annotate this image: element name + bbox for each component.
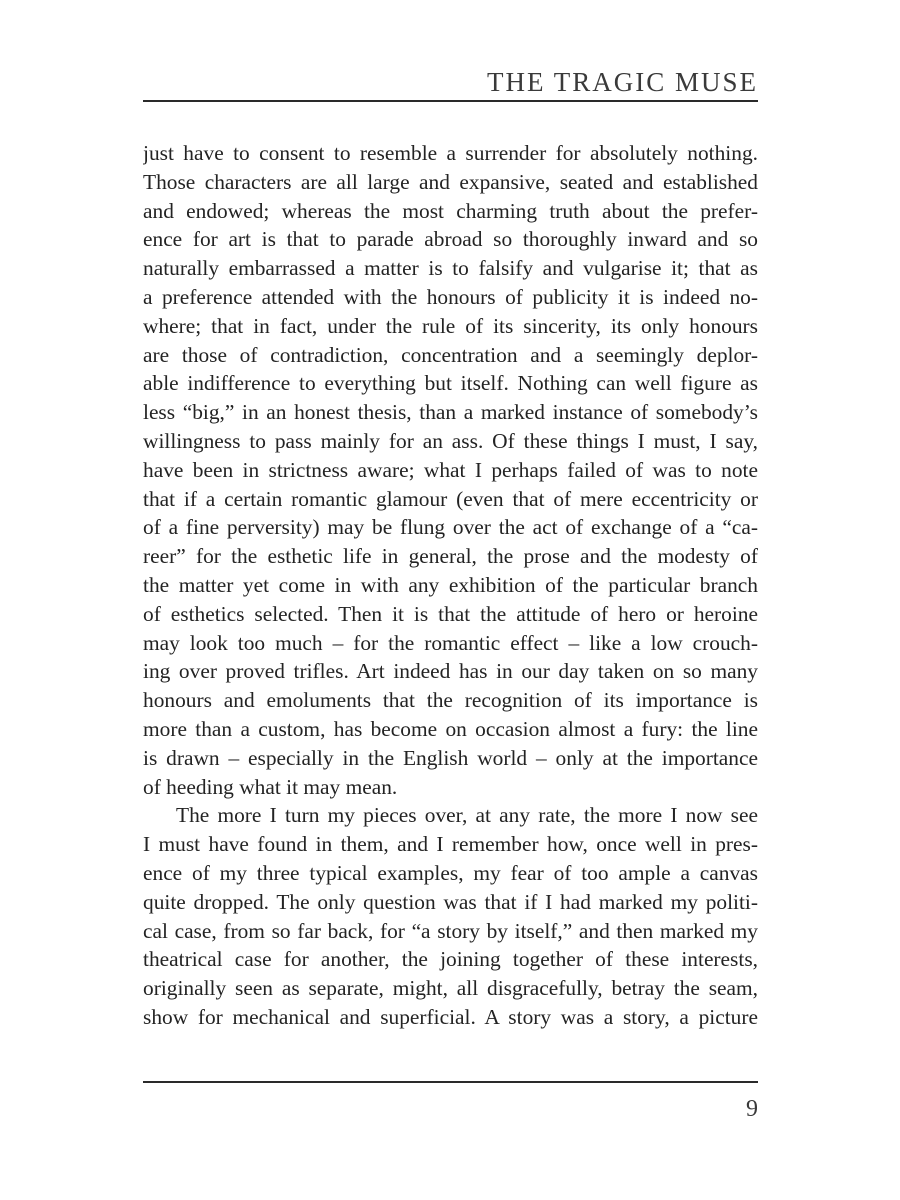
text-line: Those characters are all large and expansive, seated and established (143, 169, 758, 194)
text-line: are those of contradiction, concentration and a seemingly deplor- (143, 342, 758, 367)
text-line: quite dropped. The only question was that if I had marked my politi- (143, 889, 758, 914)
text-line: and endowed; whereas the most charming truth about the prefer- (143, 198, 758, 223)
text-line: where; that in fact, under the rule of its sincerity, its only honours (143, 313, 758, 338)
text-line: the matter yet come in with any exhibition of the particular branch (143, 572, 758, 597)
paragraph (143, 801, 758, 1031)
text-line: that if a certain romantic glamour (even that of mere eccentricity or (143, 486, 758, 511)
text-line: ence for art is that to parade abroad so thoroughly inward and so (143, 227, 758, 252)
text-line: ence of my three typical examples, my fear of too ample a canvas (143, 860, 758, 885)
text-line: reer” for the esthetic life in general, the prose and the modesty of (143, 544, 758, 569)
text-line: The more I turn my pieces over, at any rate, the more I now see (176, 803, 758, 828)
text-line: just have to consent to resemble a surrender for absolutely nothing. (143, 141, 758, 165)
text-line: of a fine perversity) may be flung over the act of exchange of a “ca- (143, 515, 758, 540)
text-line: willingness to pass mainly for an ass. Of these things I must, I say, (143, 428, 758, 453)
text-line: cal case, from so far back, for “a story by itself,” and then marked my (143, 918, 758, 943)
running-head: THE TRAGIC MUSE (486, 67, 758, 97)
text-line: a preference attended with the honours of publicity it is indeed no- (143, 284, 758, 309)
text-line: is drawn – especially in the English world – only at the importance (143, 745, 758, 770)
text-line: of heeding what it may mean. (143, 774, 398, 799)
body-text (143, 139, 758, 1039)
text-line: able indifference to everything but itself. Nothing can well figure as (143, 371, 758, 396)
text-line: show for mechanical and superficial. A story was a story, a picture (143, 1004, 758, 1029)
text-line: originally seen as separate, might, all disgracefully, betray the seam, (143, 976, 758, 1001)
text-line: theatrical case for another, the joining together of these interests, (143, 947, 758, 972)
paragraph (143, 139, 758, 801)
text-line: more than a custom, has become on occasion almost a fury: the line (143, 716, 758, 741)
text-line: naturally embarrassed a matter is to falsify and vulgarise it; that as (143, 256, 758, 281)
text-line: have been in strictness aware; what I perhaps failed of was to note (143, 457, 758, 482)
text-line: less “big,” in an honest thesis, than a marked instance of somebody’s (143, 400, 758, 425)
footer-rule (143, 1081, 758, 1083)
text-line: of esthetics selected. Then it is that the attitude of hero or heroine (143, 601, 758, 626)
header-rule (143, 100, 758, 102)
text-line: honours and emoluments that the recognition of its importance is (143, 688, 758, 713)
text-line: I must have found in them, and I remember how, once well in pres- (143, 832, 758, 857)
page-number: 9 (746, 1096, 758, 1122)
text-line: may look too much – for the romantic effect – like a low crouch- (143, 630, 758, 655)
text-line: ing over proved trifles. Art indeed has in our day taken on so many (143, 659, 758, 684)
